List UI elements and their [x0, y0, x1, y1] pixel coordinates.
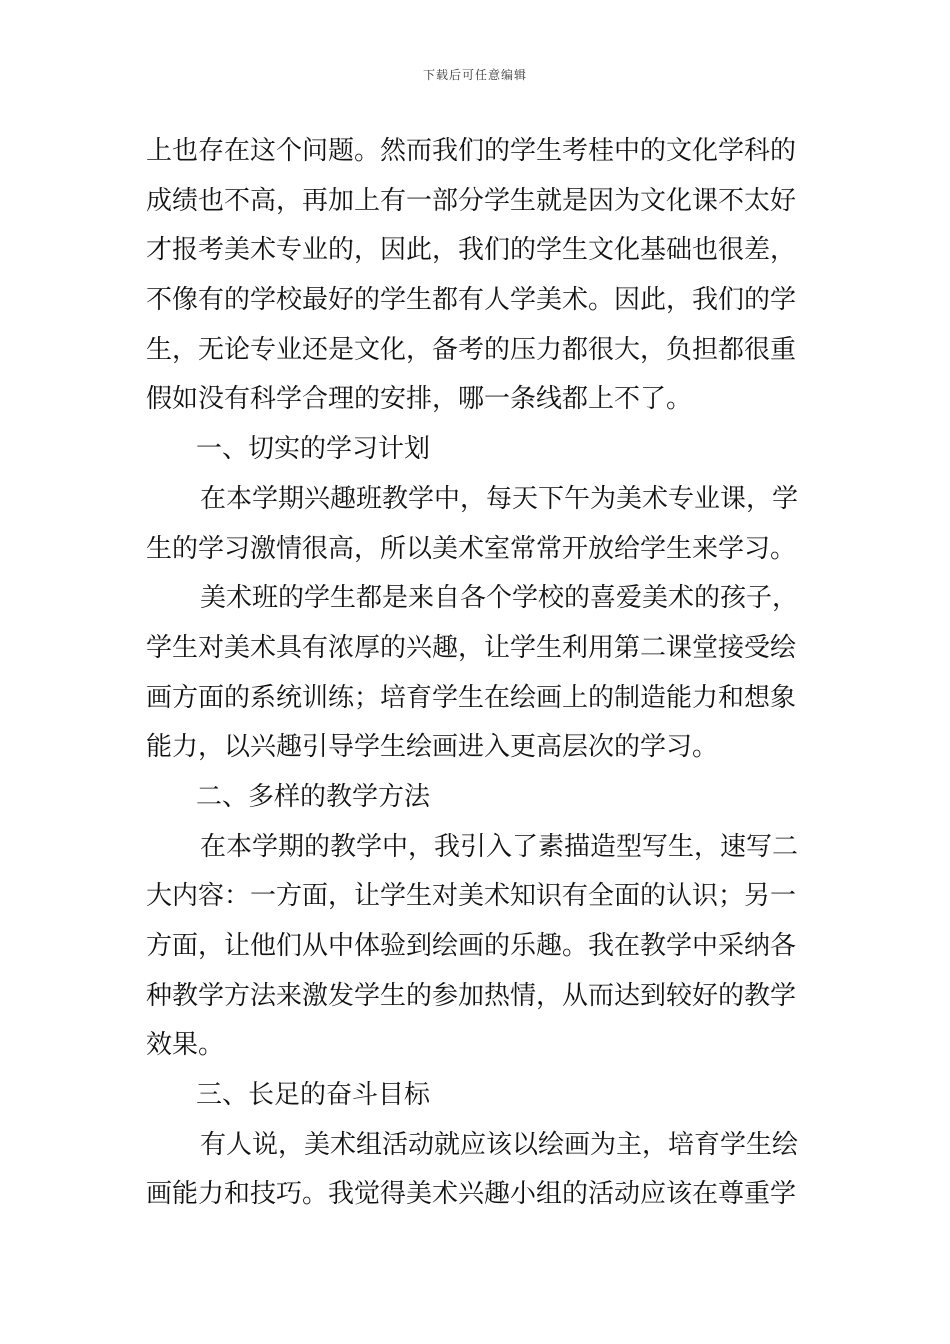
text-line: 种教学方法来激发学生的参加热情，从而达到较好的教学: [146, 980, 797, 1011]
text-line: 才报考美术专业的，因此，我们的学生文化基础也很差，: [146, 235, 797, 266]
header-note: 下载后可任意编辑: [422, 68, 527, 82]
text-line: 方面，让他们从中体验到绘画的乐趣。我在教学中采纳各: [146, 931, 797, 961]
text-line: 大内容：一方面，让学生对美术知识有全面的认识；另一: [146, 881, 797, 912]
paragraph-first-line: 在本学期兴趣班教学中，每天下午为美术专业课，学: [200, 483, 799, 514]
text-line: 能力，以兴趣引导学生绘画进入更高层次的学习。: [146, 732, 719, 763]
section-heading: 一、切实的学习计划: [196, 434, 431, 465]
paragraph-first-line: 有人说，美术组活动就应该以绘画为主，培育学生绘: [200, 1129, 799, 1160]
section-heading: 三、长足的奋斗目标: [196, 1080, 431, 1111]
text-line: 画能力和技巧。我觉得美术兴趣小组的活动应该在尊重学: [146, 1179, 797, 1210]
text-line: 假如没有科学合理的安排，哪一条线都上不了。: [146, 384, 693, 415]
section-heading: 二、多样的教学方法: [196, 781, 431, 812]
paragraph-first-line: 美术班的学生都是来自各个学校的喜爱美术的孩子，: [200, 583, 799, 614]
text-line: 生的学习激情很高，所以美术室常常开放给学生来学习。: [146, 533, 797, 564]
text-line: 学生对美术具有浓厚的兴趣，让学生利用第二课堂接受绘: [146, 632, 797, 663]
body-text: [146, 127, 810, 1220]
text-line: 效果。: [146, 1030, 225, 1061]
text-line: 上也存在这个问题。然而我们的学生考桂中的文化学科的: [146, 136, 797, 166]
text-line: 生，无论专业还是文化，备考的压力都很大，负担都很重: [146, 334, 797, 365]
text-line: 成绩也不高，再加上有一部分学生就是因为文化课不太好: [146, 185, 797, 216]
text-line: 不像有的学校最好的学生都有人学美术。因此，我们的学: [146, 285, 797, 316]
text-line: 画方面的系统训练；培育学生在绘画上的制造能力和想象: [146, 682, 797, 713]
paragraph-first-line: 在本学期的教学中，我引入了素描造型写生，速写二: [200, 831, 799, 862]
